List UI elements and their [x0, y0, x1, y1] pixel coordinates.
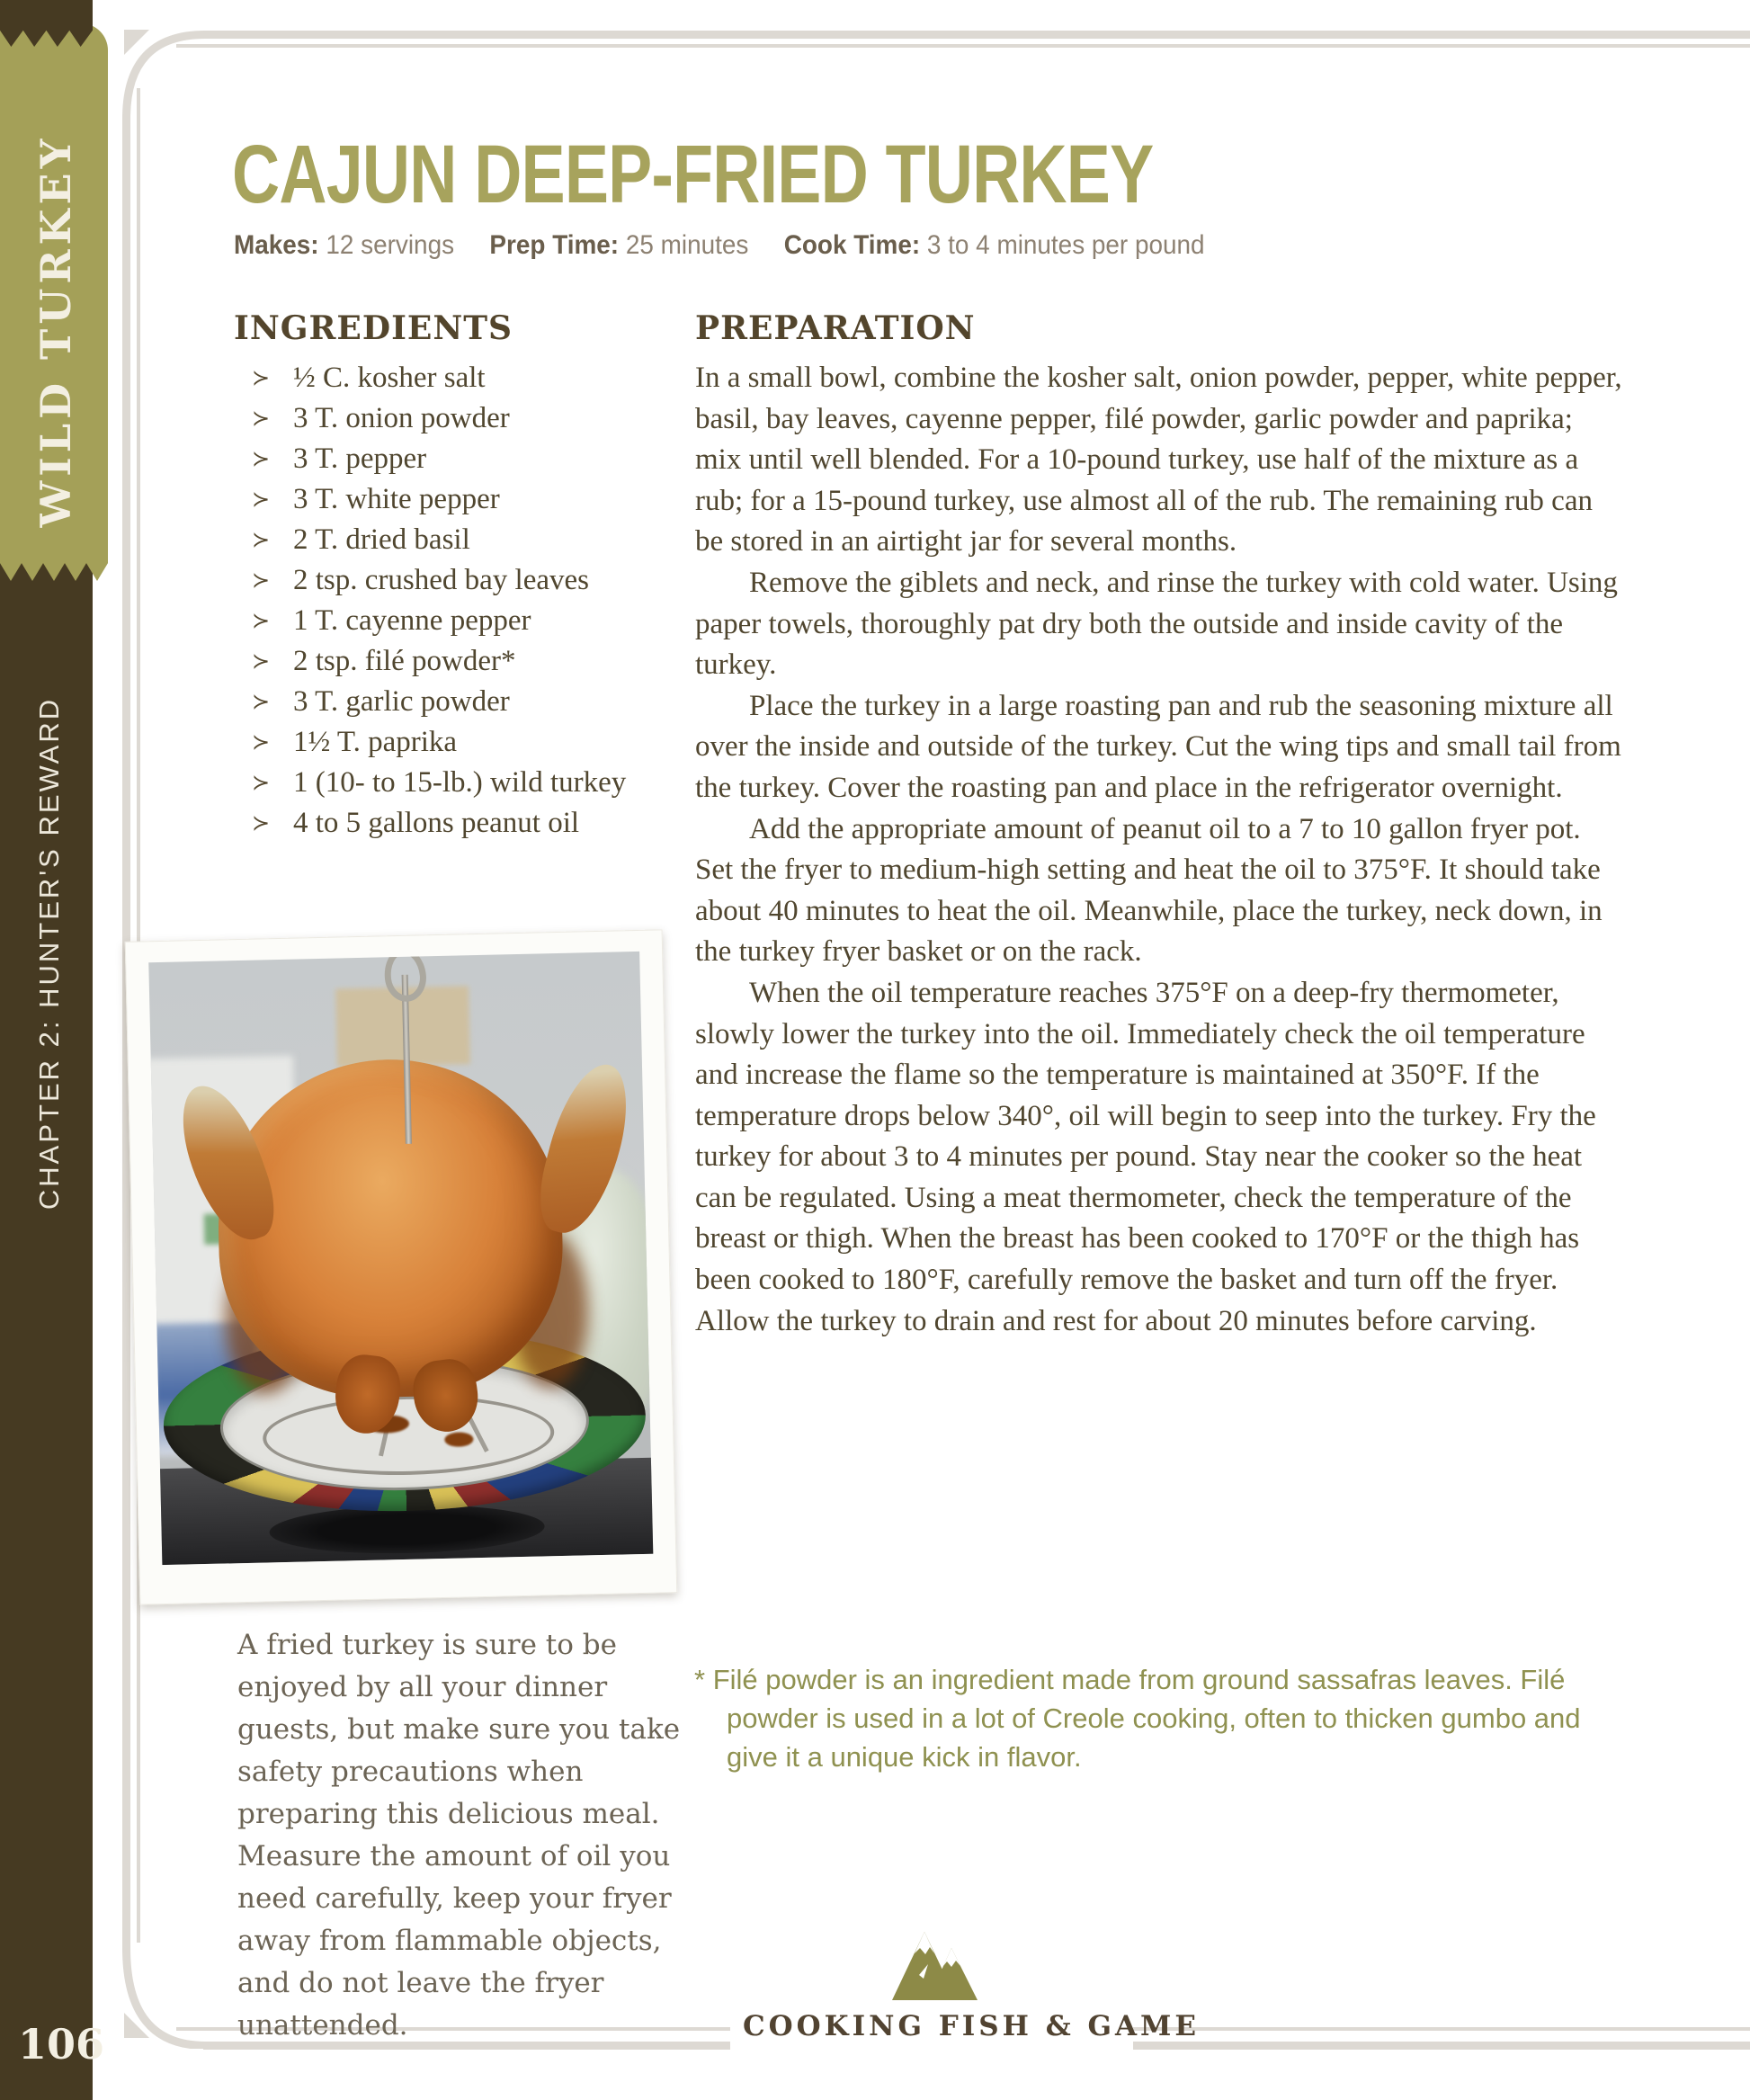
meta-cook-time: [784, 230, 1205, 260]
frame-top-inner-line: [176, 44, 1750, 48]
preparation-paragraph: In a small bowl, combine the kosher salt, onion powder, pepper, white pepper, basil, bay leaves, cayenne pepper, filé powder, garlic powder and paprika; mix until well blended. For a 10-pound turkey, use half of the mixture as a rub; for a 15-pound turkey, use almost all of the rub. The remaining rub can be stored in an airtight jar for several months.: [695, 362, 1622, 559]
footnote-text: Filé powder is an ingredient made from ground sassafras leaves. Filé powder is used in a lot of Creole cooking, often to thicken gumbo and give it a unique kick in flavor.: [705, 1664, 1581, 1773]
meta-makes-value: 12 servings: [326, 230, 455, 260]
ingredient-text: 3 T. white pepper: [293, 483, 500, 515]
ingredients-list: [234, 358, 665, 844]
sidebar-chapter-label: CHAPTER 2: HUNTER'S REWARD: [33, 696, 65, 1211]
frame-corner-ornament-topleft: [106, 20, 205, 119]
arrow-bullet-icon: ≻: [252, 689, 271, 714]
arrow-bullet-icon: ≻: [252, 729, 271, 755]
list-item: [234, 682, 665, 722]
ingredient-text: 2 tsp. crushed bay leaves: [293, 564, 589, 596]
meta-cook-value: 3 to 4 minutes per pound: [926, 230, 1205, 260]
preparation-paragraph: Remove the giblets and neck, and rinse the turkey with cold water. Using paper towels, thoroughly pat dry both the outside and inside cavity of the turkey.: [695, 566, 1618, 682]
recipe-title-wrap: [232, 129, 1383, 220]
ingredient-text: 4 to 5 gallons peanut oil: [293, 807, 580, 839]
footnote-asterisk: *: [694, 1664, 706, 1695]
list-item: [234, 479, 665, 520]
preparation-body: [695, 358, 1623, 1342]
footer: [730, 1921, 1200, 2057]
preparation-heading: PREPARATION: [695, 309, 976, 347]
photo-caption: A fried turkey is sure to be enjoyed by all your dinner guests, but make sure you take safety precautions when preparing this delicious meal. Measure the amount of oil you need carefully, keep your fryer away from flammable objects, and do not leave the fryer unattended.: [237, 1629, 681, 2042]
arrow-bullet-icon: ≻: [252, 810, 271, 836]
ingredient-text: 3 T. pepper: [293, 442, 427, 475]
arrow-bullet-icon: ≻: [252, 446, 271, 471]
ingredients-heading: INGREDIENTS: [234, 309, 513, 347]
frame-corner-ornament-bottomleft: [106, 1948, 205, 2049]
recipe-meta: [234, 230, 1233, 261]
ingredients-section: [234, 309, 665, 844]
arrow-bullet-icon: ≻: [252, 770, 271, 795]
fried-turkey-photo: [148, 952, 653, 1565]
list-item: [234, 803, 665, 844]
meta-cook-label: Cook Time:: [783, 230, 921, 260]
recipe-title: CAJUN DEEP-FRIED TURKEY: [232, 129, 1154, 220]
arrow-bullet-icon: ≻: [252, 648, 271, 674]
list-item: [234, 439, 665, 479]
sidebar-tab-label: WILD TURKEY: [31, 134, 80, 528]
page-number: 106: [18, 2020, 105, 2069]
ingredient-text: 2 tsp. filé powder*: [293, 645, 516, 677]
list-item: [234, 641, 665, 682]
arrow-bullet-icon: ≻: [252, 487, 271, 512]
ingredient-text: 2 T. dried basil: [293, 523, 470, 556]
meta-prep-label: Prep Time:: [489, 230, 620, 260]
frame-top-outer-line: [203, 31, 1750, 39]
list-item: [234, 722, 665, 763]
arrow-bullet-icon: ≻: [252, 567, 271, 593]
list-item: [234, 560, 665, 601]
arrow-bullet-icon: ≻: [252, 608, 271, 633]
arrow-bullet-icon: ≻: [252, 406, 271, 431]
arrow-bullet-icon: ≻: [252, 365, 271, 390]
file-powder-footnote: [694, 1660, 1635, 1776]
book-brand-title: COOKING FISH & GAME: [743, 2010, 1200, 2042]
meta-prep-time: [489, 230, 748, 260]
preparation-paragraph: Place the turkey in a large roasting pan and rub the seasoning mixture all over the inside and outside of the turkey. Cut the wing tips and small tail from the turkey. Cover the roasting pan and place in the refrigerator overnight.: [695, 689, 1621, 804]
ingredient-text: 1½ T. paprika: [293, 726, 458, 758]
list-item: [234, 398, 665, 439]
ingredient-text: ½ C. kosher salt: [293, 362, 486, 394]
preparation-paragraph: Add the appropriate amount of peanut oil to a 7 to 10 gallon fryer pot. Set the fryer to medium-high setting and heat the oil to 375°F. It should take about 40 minutes to heat the oil. Meanwhile, place the turkey, neck down, in the turkey fryer basket or on the rack.: [695, 812, 1603, 969]
arrow-bullet-icon: ≻: [252, 527, 271, 552]
meta-makes: [234, 230, 454, 260]
turkey-photo-polaroid: [125, 929, 678, 1604]
ingredient-text: 3 T. garlic powder: [293, 685, 510, 718]
list-item: [234, 358, 665, 398]
list-item: [234, 763, 665, 803]
meta-prep-value: 25 minutes: [625, 230, 749, 260]
ingredient-text: 3 T. onion powder: [293, 402, 510, 434]
preparation-section: [695, 309, 1623, 1342]
ingredient-text: 1 T. cayenne pepper: [293, 604, 531, 637]
list-item: [234, 520, 665, 560]
preparation-paragraph: When the oil temperature reaches 375°F on a deep-fry thermometer, slowly lower the turkey into the oil. Immediately check the oil temperature and increase the flame so the temperature is maintained at 350°F. If the temperature drops below 340°, oil will begin to seep into the turkey. Fry the turkey for about 3 to 4 minutes per pound. Stay near the cooker so the heat can be regulated. Using a meat thermometer, check the temperature of the breast or thigh. When the breast has been cooked to 170°F or the thigh has been cooked to 180°F, carefully remove the basket and turn off the fryer. Allow the turkey to drain and rest for about 20 minutes before carving.: [695, 976, 1596, 1337]
mountains-logo-icon: [885, 1925, 978, 2002]
ingredient-text: 1 (10- to 15-lb.) wild turkey: [293, 766, 627, 799]
list-item: [234, 601, 665, 641]
meta-makes-label: Makes:: [234, 230, 319, 260]
